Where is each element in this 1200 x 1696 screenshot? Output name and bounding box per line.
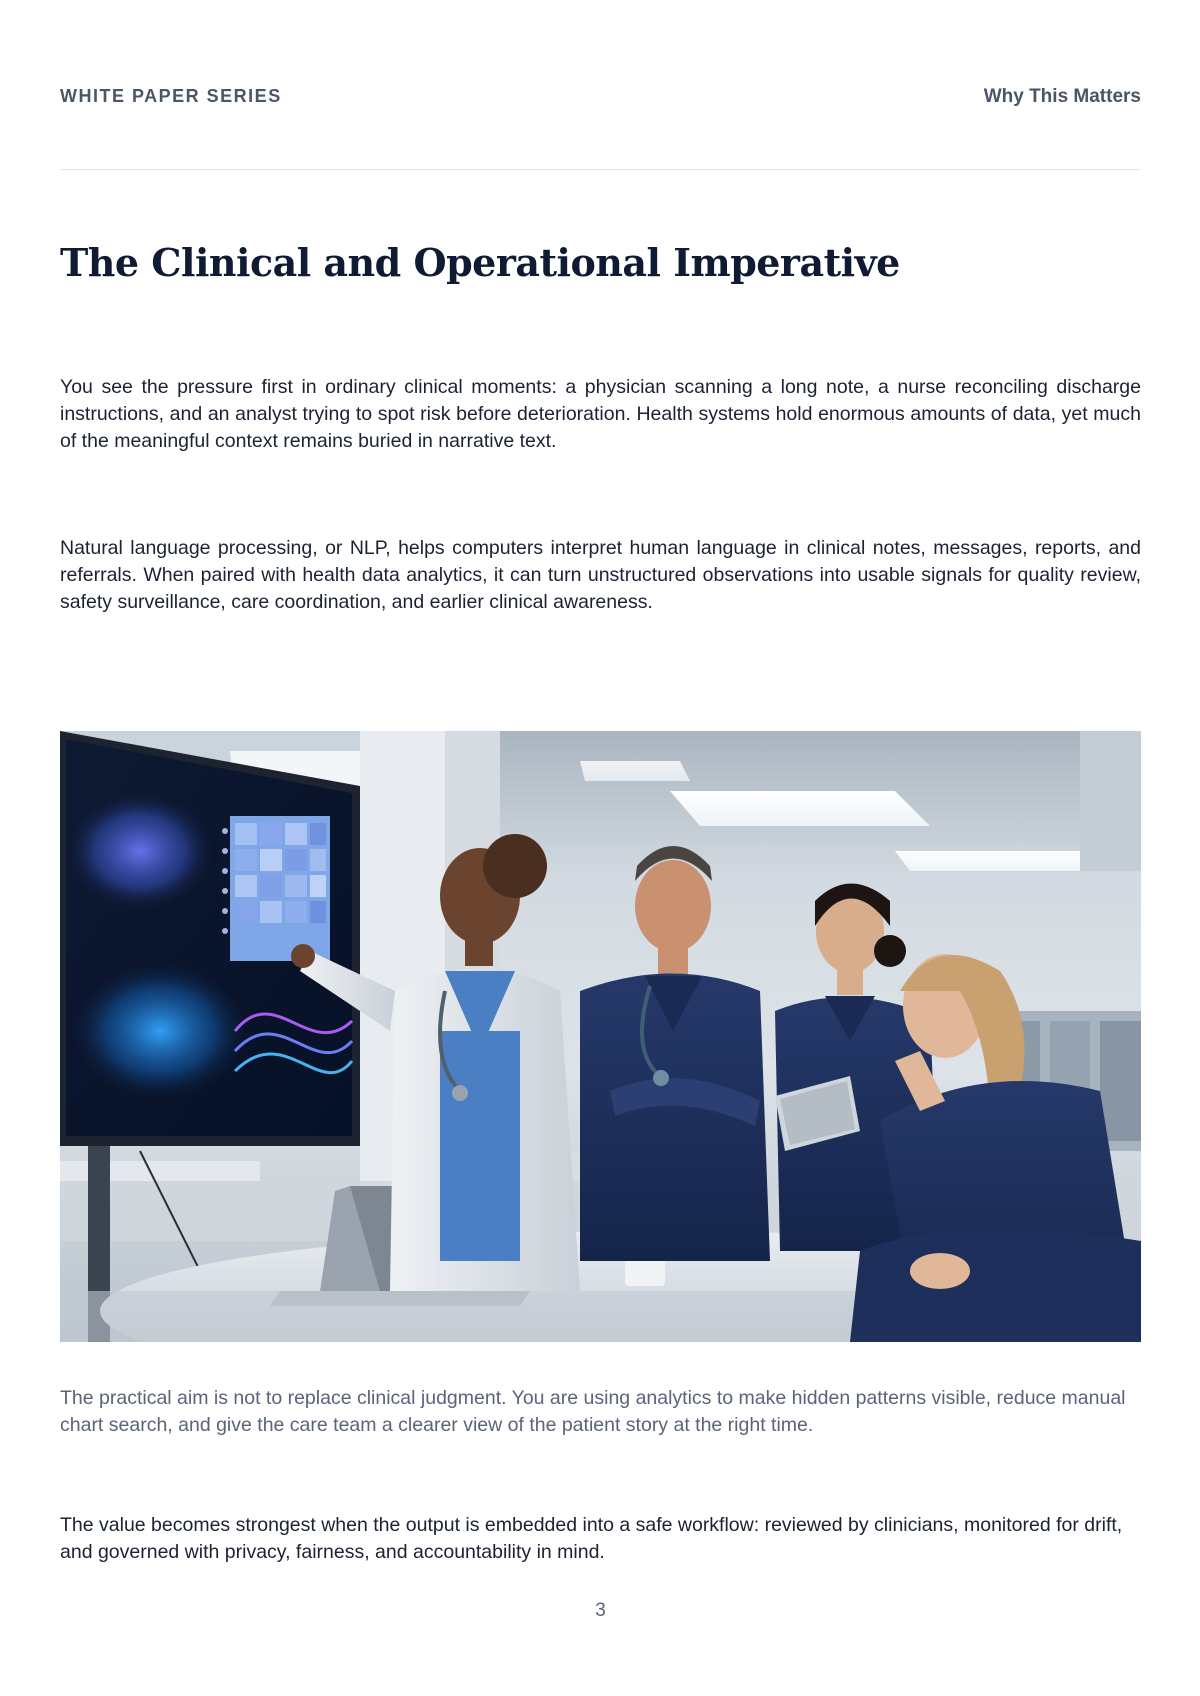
series-label: WHITE PAPER SERIES bbox=[60, 86, 282, 106]
document-page bbox=[60, 0, 1141, 1696]
page-header bbox=[60, 84, 1141, 112]
nlp-paragraph: Natural language processing, or NLP, helps computers interpret human language in clinical notes, messages, reports, and referrals. When paired with health data analytics, it can turn unstructured observations into usable signals for quality review, safety surveillance, care coordination, and earlier clinical awareness. bbox=[60, 537, 1141, 613]
clinical-team-photo bbox=[60, 731, 1141, 1342]
aim-paragraph: The practical aim is not to replace clinical judgment. You are using analytics to make hidden patterns visible, reduce manual chart search, and give the care team a clearer view of the patient story at the right time. bbox=[60, 1387, 1126, 1436]
page-number: 3 bbox=[595, 1600, 606, 1621]
intro-paragraph: You see the pressure first in ordinary clinical moments: a physician scanning a long note, a nurse reconciling discharge instructions, and an analyst trying to spot risk before deterioration. Health systems hold enormous amounts of data, yet much of the meaningful context remains buried in narrative text. bbox=[60, 376, 1141, 452]
section-label: Why This Matters bbox=[983, 86, 1141, 107]
value-paragraph: The value becomes strongest when the output is embedded into a safe workflow: reviewed by clinicians, monitored for drift, and governed with privacy, fairness, and accountability in mind. bbox=[60, 1514, 1123, 1563]
page-title: The Clinical and Operational Imperative bbox=[60, 240, 900, 285]
header-divider bbox=[60, 169, 1141, 170]
